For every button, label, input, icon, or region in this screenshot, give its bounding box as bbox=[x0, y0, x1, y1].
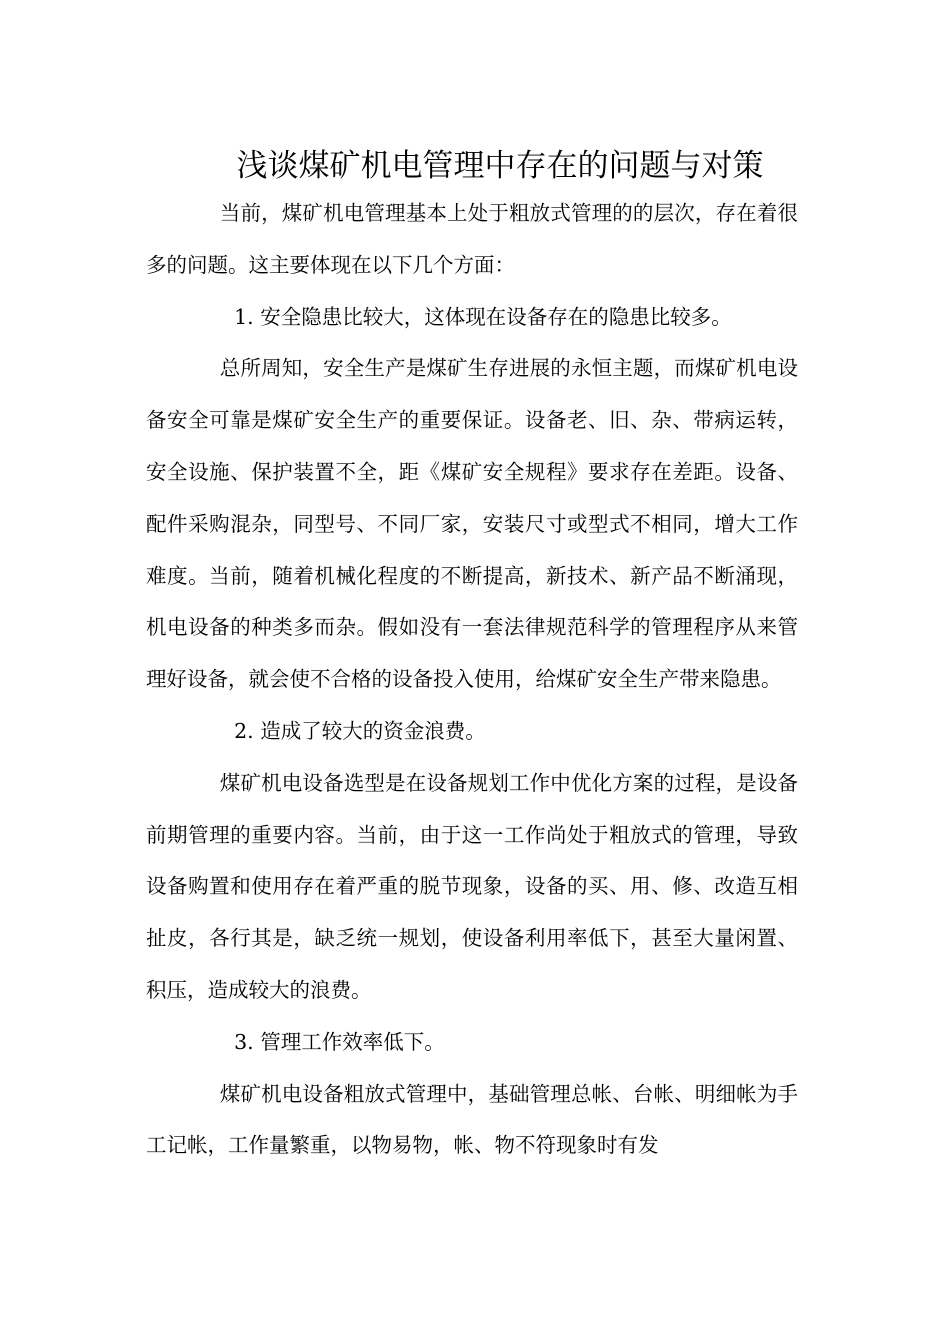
document-body bbox=[146, 188, 798, 1172]
document-title: 浅谈煤矿机电管理中存在的问题与对策 bbox=[236, 147, 764, 184]
list-item-2: 2. 造成了较大的资金浪费。 bbox=[234, 718, 486, 743]
list-item-3: 3. 管理工作效率低下。 bbox=[234, 1029, 445, 1054]
paragraph-waste: 煤矿机电设备选型是在设备规划工作中优化方案的过程，是设备前期管理的重要内容。当前，由于这一工作尚处于粗放式的管理，导致设备购置和使用存在着严重的脱节现象，设备的买、用、修、改造互相扯皮，各行其是，缺乏统一规划，使设备利用率低下，甚至大量闲置、积压，造成较大的浪费。 bbox=[146, 770, 798, 1002]
paragraph-efficiency: 煤矿机电设备粗放式管理中，基础管理总帐、台帐、明细帐为手工记帐，工作量繁重，以物易物，帐、物不符现象时有发 bbox=[146, 1081, 798, 1158]
list-item-1: 1. 安全隐患比较大，这体现在设备存在的隐患比较多。 bbox=[234, 304, 732, 329]
paragraph-intro: 当前，煤矿机电管理基本上处于粗放式管理的的层次，存在着很多的问题。这主要体现在以下几个方面： bbox=[146, 201, 798, 277]
paragraph-safety: 总所周知，安全生产是煤矿生存进展的永恒主题，而煤矿机电设备安全可靠是煤矿安全生产的重要保证。设备老、旧、杂、带病运转，安全设施、保护装置不全，距《煤矿安全规程》要求存在差距。设备、配件采购混杂，同型号、不同厂家，安装尺寸或型式不相同，增大工作难度。当前，随着机械化程度的不断提高，新技术、新产品不断涌现，机电设备的种类多而杂。假如没有一套法律规范科学的管理程序从来管理好设备，就会使不合格的设备投入使用，给煤矿安全生产带来隐患。 bbox=[146, 356, 798, 692]
